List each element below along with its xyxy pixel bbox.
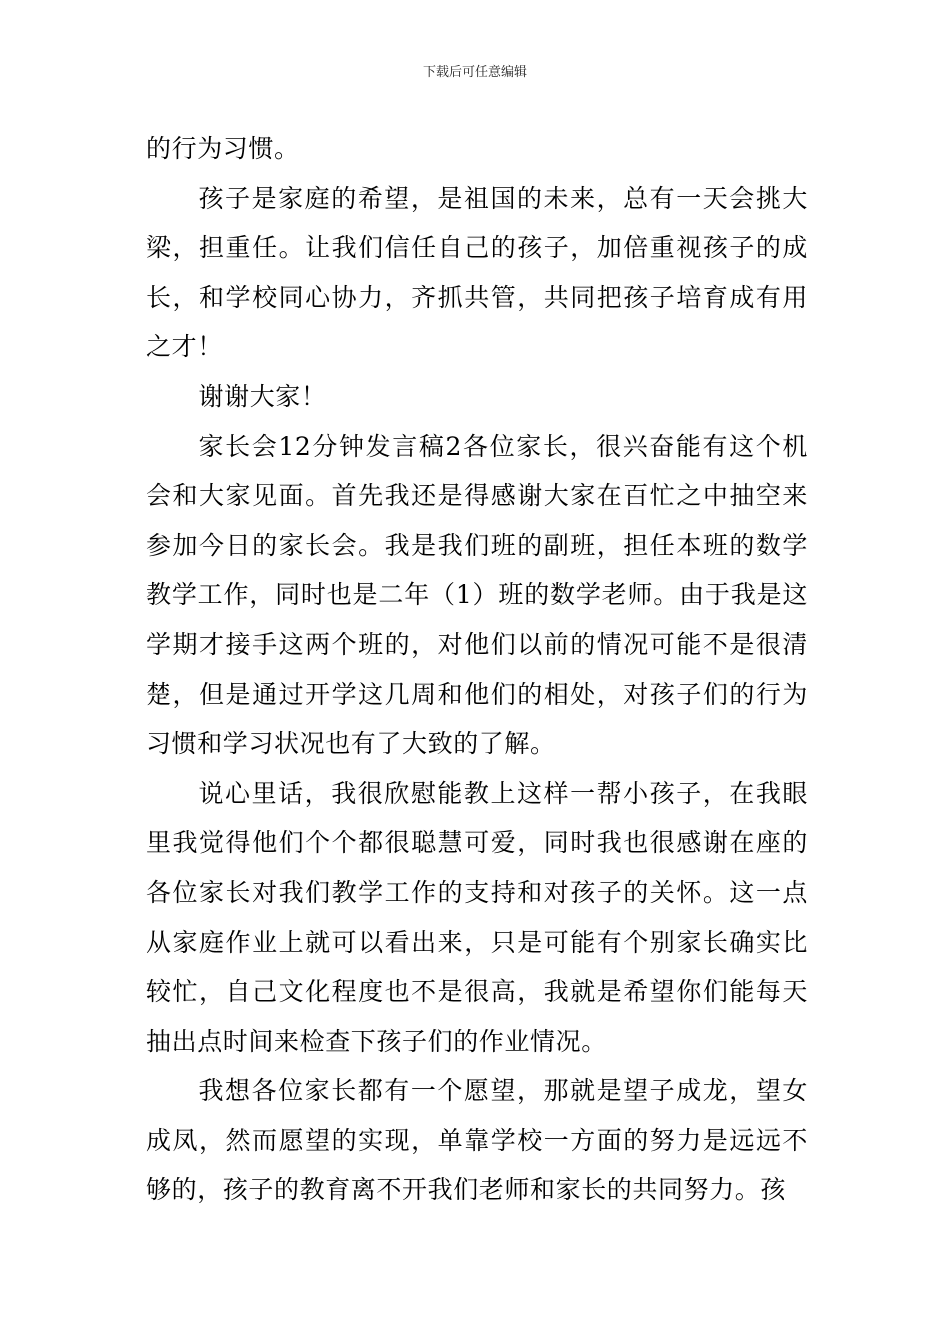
paragraph-5: 说心里话，我很欣慰能教上这样一帮小孩子，在我眼里我觉得他们个个都很聪慧可爱，同时我也很感谢在座的各位家长对我们教学工作的支持和对孩子的关怀。这一点从家庭作业上就可以看出来，只是可能有个别家长确实比较忙，自己文化程度也不是很高，我就是希望你们能每天抽出点时间来检查下孩子们的作业情况。 bbox=[146, 778, 808, 1056]
paragraph-1: 的行为习惯。 bbox=[146, 134, 300, 163]
paragraph-3: 谢谢大家！ bbox=[198, 381, 327, 411]
page-header: 下载后可任意编辑 bbox=[422, 65, 527, 80]
paragraph-6: 我想各位家长都有一个愿望，那就是望子成龙，望女成凤，然而愿望的实现，单靠学校一方面的努力是远远不够的，孩子的教育离不开我们老师和家长的共同努力。孩 bbox=[146, 1076, 808, 1205]
document-body bbox=[146, 124, 808, 1215]
paragraph-2: 孩子是家庭的希望，是祖国的未来，总有一天会挑大梁，担重任。让我们信任自己的孩子，加倍重视孩子的成长，和学校同心协力，齐抓共管，共同把孩子培育成有用之才！ bbox=[146, 183, 808, 362]
paragraph-4: 家长会12分钟发言稿2各位家长，很兴奋能有这个机会和大家见面。首先我还是得感谢大家在百忙之中抽空来参加今日的家长会。我是我们班的副班，担任本班的数学教学工作，同时也是二年（1）班的数学老师。由于我是这学期才接手这两个班的，对他们以前的情况可能不是很清楚，但是通过开学这几周和他们的相处，对孩子们的行为习惯和学习状况也有了大致的了解。 bbox=[146, 431, 808, 759]
